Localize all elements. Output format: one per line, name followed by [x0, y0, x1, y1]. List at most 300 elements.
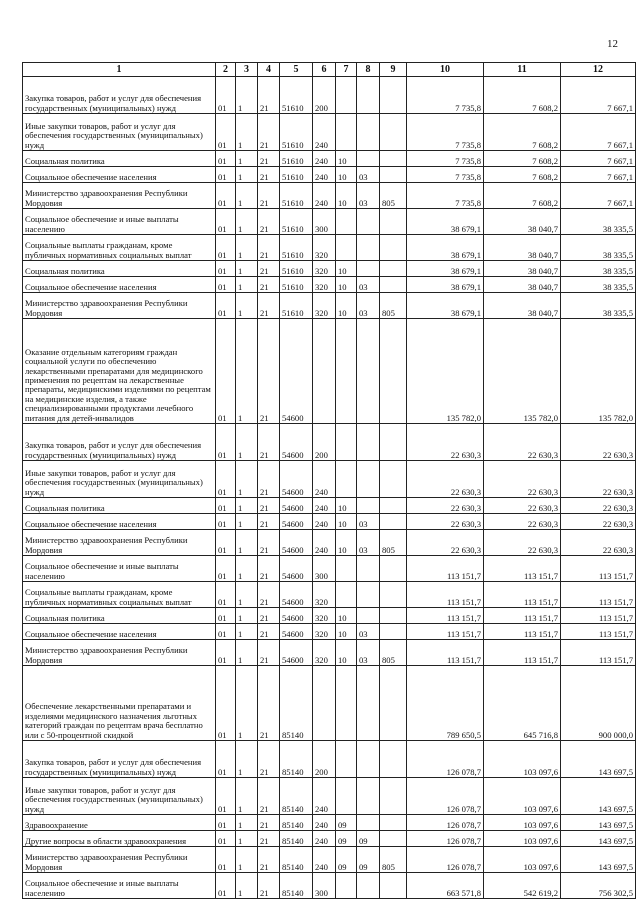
- code-cell: 21: [258, 114, 280, 151]
- code-cell: [380, 261, 407, 277]
- code-cell: 1: [236, 293, 258, 319]
- code-cell: 1: [236, 167, 258, 183]
- code-cell: 01: [216, 530, 236, 556]
- amount-cell: 103 097,6: [484, 815, 561, 831]
- code-cell: 10: [336, 167, 357, 183]
- code-cell: 21: [258, 640, 280, 666]
- code-cell: 01: [216, 640, 236, 666]
- code-cell: 51610: [280, 151, 313, 167]
- code-cell: 54600: [280, 582, 313, 608]
- code-cell: 10: [336, 640, 357, 666]
- amount-cell: 143 697,5: [561, 778, 636, 815]
- amount-cell: 38 679,1: [407, 293, 484, 319]
- amount-cell: 7 735,8: [407, 151, 484, 167]
- code-cell: 10: [336, 293, 357, 319]
- code-cell: 200: [313, 424, 336, 461]
- amount-cell: 113 151,7: [561, 582, 636, 608]
- code-cell: 21: [258, 209, 280, 235]
- code-cell: 03: [357, 293, 380, 319]
- code-cell: 09: [336, 831, 357, 847]
- amount-cell: 113 151,7: [484, 624, 561, 640]
- code-cell: 1: [236, 741, 258, 778]
- column-header-4: 4: [258, 63, 280, 77]
- table-row: [23, 778, 636, 815]
- code-cell: [336, 235, 357, 261]
- code-cell: 21: [258, 461, 280, 498]
- code-cell: 21: [258, 624, 280, 640]
- code-cell: [336, 582, 357, 608]
- code-cell: 85140: [280, 847, 313, 873]
- row-name: Социальное обеспечение и иные выплаты населению: [23, 209, 216, 235]
- code-cell: 54600: [280, 498, 313, 514]
- code-cell: 21: [258, 293, 280, 319]
- amount-cell: 22 630,3: [484, 424, 561, 461]
- code-cell: [380, 209, 407, 235]
- amount-cell: 38 335,5: [561, 209, 636, 235]
- amount-cell: 7 735,8: [407, 77, 484, 114]
- code-cell: 21: [258, 873, 280, 899]
- code-cell: [380, 114, 407, 151]
- code-cell: [357, 461, 380, 498]
- code-cell: 1: [236, 666, 258, 741]
- amount-cell: 38 335,5: [561, 261, 636, 277]
- code-cell: 01: [216, 873, 236, 899]
- table-row: [23, 235, 636, 261]
- code-cell: 10: [336, 530, 357, 556]
- table-row: [23, 624, 636, 640]
- code-cell: 54600: [280, 624, 313, 640]
- code-cell: [380, 582, 407, 608]
- code-cell: 03: [357, 183, 380, 209]
- code-cell: 240: [313, 831, 336, 847]
- row-name: Социальная политика: [23, 261, 216, 277]
- code-cell: 320: [313, 235, 336, 261]
- code-cell: 51610: [280, 293, 313, 319]
- code-cell: 240: [313, 167, 336, 183]
- amount-cell: 38 040,7: [484, 209, 561, 235]
- code-cell: [336, 209, 357, 235]
- code-cell: [357, 319, 380, 424]
- amount-cell: 143 697,5: [561, 847, 636, 873]
- code-cell: 21: [258, 608, 280, 624]
- code-cell: 01: [216, 831, 236, 847]
- code-cell: 10: [336, 498, 357, 514]
- code-cell: [336, 424, 357, 461]
- amount-cell: 7 667,1: [561, 114, 636, 151]
- code-cell: 200: [313, 741, 336, 778]
- amount-cell: 103 097,6: [484, 831, 561, 847]
- table-row: [23, 873, 636, 899]
- code-cell: 01: [216, 235, 236, 261]
- code-cell: 01: [216, 77, 236, 114]
- table-row: [23, 319, 636, 424]
- code-cell: 21: [258, 514, 280, 530]
- code-cell: 805: [380, 640, 407, 666]
- code-cell: 10: [336, 624, 357, 640]
- amount-cell: 126 078,7: [407, 741, 484, 778]
- column-header-2: 2: [216, 63, 236, 77]
- code-cell: 320: [313, 293, 336, 319]
- row-name: Иные закупки товаров, работ и услуг для обеспечения государственных (муниципальных) нужд: [23, 461, 216, 498]
- code-cell: [336, 461, 357, 498]
- code-cell: 51610: [280, 209, 313, 235]
- row-name: Социальное обеспечение и иные выплаты населению: [23, 556, 216, 582]
- amount-cell: 542 619,2: [484, 873, 561, 899]
- amount-cell: 38 679,1: [407, 261, 484, 277]
- code-cell: 1: [236, 183, 258, 209]
- code-cell: 01: [216, 624, 236, 640]
- table-row: [23, 424, 636, 461]
- code-cell: 10: [336, 151, 357, 167]
- amount-cell: 126 078,7: [407, 778, 484, 815]
- column-header-10: 10: [407, 63, 484, 77]
- row-name: Министерство здравоохранения Республики Мордовия: [23, 640, 216, 666]
- code-cell: [380, 77, 407, 114]
- column-header-12: 12: [561, 63, 636, 77]
- code-cell: [357, 815, 380, 831]
- code-cell: [357, 151, 380, 167]
- amount-cell: 38 679,1: [407, 209, 484, 235]
- code-cell: 01: [216, 424, 236, 461]
- amount-cell: 38 040,7: [484, 277, 561, 293]
- code-cell: 54600: [280, 424, 313, 461]
- amount-cell: 103 097,6: [484, 847, 561, 873]
- code-cell: [336, 741, 357, 778]
- table-row: [23, 277, 636, 293]
- row-name: Министерство здравоохранения Республики Мордовия: [23, 183, 216, 209]
- amount-cell: 7 667,1: [561, 151, 636, 167]
- code-cell: [357, 424, 380, 461]
- code-cell: 1: [236, 530, 258, 556]
- code-cell: 1: [236, 151, 258, 167]
- code-cell: 85140: [280, 831, 313, 847]
- code-cell: 21: [258, 235, 280, 261]
- code-cell: [380, 608, 407, 624]
- amount-cell: 126 078,7: [407, 847, 484, 873]
- code-cell: 21: [258, 530, 280, 556]
- code-cell: 03: [357, 530, 380, 556]
- code-cell: 01: [216, 582, 236, 608]
- code-cell: 21: [258, 424, 280, 461]
- code-cell: [380, 277, 407, 293]
- code-cell: 1: [236, 77, 258, 114]
- code-cell: 21: [258, 77, 280, 114]
- amount-cell: 7 608,2: [484, 77, 561, 114]
- code-cell: 21: [258, 167, 280, 183]
- table-row: [23, 461, 636, 498]
- code-cell: 240: [313, 114, 336, 151]
- code-cell: 85140: [280, 778, 313, 815]
- amount-cell: 7 608,2: [484, 167, 561, 183]
- amount-cell: 38 335,5: [561, 293, 636, 319]
- code-cell: [380, 815, 407, 831]
- code-cell: 54600: [280, 514, 313, 530]
- code-cell: 51610: [280, 277, 313, 293]
- code-cell: 01: [216, 183, 236, 209]
- code-cell: 10: [336, 514, 357, 530]
- amount-cell: 22 630,3: [561, 514, 636, 530]
- code-cell: 01: [216, 847, 236, 873]
- row-name: Социальная политика: [23, 498, 216, 514]
- code-cell: 320: [313, 640, 336, 666]
- amount-cell: 7 667,1: [561, 77, 636, 114]
- code-cell: 1: [236, 114, 258, 151]
- code-cell: [357, 873, 380, 899]
- code-cell: [336, 666, 357, 741]
- code-cell: 01: [216, 277, 236, 293]
- code-cell: 320: [313, 277, 336, 293]
- amount-cell: 38 679,1: [407, 235, 484, 261]
- table-row: [23, 582, 636, 608]
- code-cell: 51610: [280, 183, 313, 209]
- amount-cell: 38 040,7: [484, 235, 561, 261]
- row-name: Социальное обеспечение населения: [23, 514, 216, 530]
- code-cell: 21: [258, 741, 280, 778]
- code-cell: 01: [216, 608, 236, 624]
- table-row: [23, 209, 636, 235]
- code-cell: 01: [216, 778, 236, 815]
- amount-cell: 645 716,8: [484, 666, 561, 741]
- code-cell: 240: [313, 461, 336, 498]
- code-cell: 01: [216, 261, 236, 277]
- code-cell: 1: [236, 624, 258, 640]
- amount-cell: 7 608,2: [484, 151, 561, 167]
- code-cell: 200: [313, 77, 336, 114]
- row-name: Министерство здравоохранения Республики Мордовия: [23, 847, 216, 873]
- amount-cell: 7 667,1: [561, 167, 636, 183]
- table-row: [23, 261, 636, 277]
- code-cell: [336, 873, 357, 899]
- code-cell: 1: [236, 461, 258, 498]
- code-cell: 21: [258, 847, 280, 873]
- row-name: Здравоохранение: [23, 815, 216, 831]
- code-cell: 01: [216, 151, 236, 167]
- amount-cell: 38 335,5: [561, 235, 636, 261]
- code-cell: [357, 556, 380, 582]
- amount-cell: 22 630,3: [407, 498, 484, 514]
- column-header-9: 9: [380, 63, 407, 77]
- amount-cell: 7 608,2: [484, 183, 561, 209]
- amount-cell: 7 735,8: [407, 183, 484, 209]
- amount-cell: 113 151,7: [561, 640, 636, 666]
- code-cell: 01: [216, 293, 236, 319]
- row-name: Другие вопросы в области здравоохранения: [23, 831, 216, 847]
- amount-cell: 143 697,5: [561, 741, 636, 778]
- amount-cell: 7 735,8: [407, 114, 484, 151]
- code-cell: 51610: [280, 261, 313, 277]
- column-header-7: 7: [336, 63, 357, 77]
- code-cell: 240: [313, 498, 336, 514]
- header-row: [23, 63, 636, 77]
- code-cell: 1: [236, 277, 258, 293]
- column-header-5: 5: [280, 63, 313, 77]
- table-row: [23, 77, 636, 114]
- column-header-3: 3: [236, 63, 258, 77]
- code-cell: 01: [216, 556, 236, 582]
- code-cell: 1: [236, 847, 258, 873]
- code-cell: 85140: [280, 873, 313, 899]
- row-name: Закупка товаров, работ и услуг для обеспечения государственных (муниципальных) нужд: [23, 741, 216, 778]
- code-cell: [380, 624, 407, 640]
- code-cell: 805: [380, 293, 407, 319]
- amount-cell: 900 000,0: [561, 666, 636, 741]
- code-cell: [380, 319, 407, 424]
- amount-cell: 22 630,3: [561, 498, 636, 514]
- code-cell: 21: [258, 261, 280, 277]
- code-cell: 01: [216, 114, 236, 151]
- row-name: Социальные выплаты гражданам, кроме публичных нормативных социальных выплат: [23, 235, 216, 261]
- amount-cell: 143 697,5: [561, 815, 636, 831]
- row-name: Социальные выплаты гражданам, кроме публичных нормативных социальных выплат: [23, 582, 216, 608]
- amount-cell: 113 151,7: [561, 556, 636, 582]
- code-cell: 240: [313, 778, 336, 815]
- code-cell: 01: [216, 666, 236, 741]
- code-cell: 03: [357, 640, 380, 666]
- amount-cell: 38 679,1: [407, 277, 484, 293]
- code-cell: 21: [258, 831, 280, 847]
- code-cell: [380, 498, 407, 514]
- code-cell: 51610: [280, 114, 313, 151]
- amount-cell: 22 630,3: [407, 530, 484, 556]
- code-cell: 1: [236, 608, 258, 624]
- code-cell: 10: [336, 261, 357, 277]
- code-cell: 1: [236, 640, 258, 666]
- code-cell: 21: [258, 778, 280, 815]
- code-cell: [357, 209, 380, 235]
- amount-cell: 113 151,7: [561, 608, 636, 624]
- row-name: Социальное обеспечение населения: [23, 624, 216, 640]
- amount-cell: 113 151,7: [407, 640, 484, 666]
- row-name: Закупка товаров, работ и услуг для обеспечения государственных (муниципальных) нужд: [23, 77, 216, 114]
- code-cell: [336, 114, 357, 151]
- code-cell: 1: [236, 873, 258, 899]
- code-cell: [357, 235, 380, 261]
- amount-cell: 113 151,7: [407, 624, 484, 640]
- code-cell: 1: [236, 319, 258, 424]
- table-row: [23, 640, 636, 666]
- table-row: [23, 293, 636, 319]
- code-cell: 240: [313, 514, 336, 530]
- amount-cell: 113 151,7: [561, 624, 636, 640]
- amount-cell: 113 151,7: [407, 556, 484, 582]
- code-cell: [313, 319, 336, 424]
- row-name: Иные закупки товаров, работ и услуг для обеспечения государственных (муниципальных) нужд: [23, 778, 216, 815]
- table-row: [23, 514, 636, 530]
- code-cell: [380, 167, 407, 183]
- amount-cell: 103 097,6: [484, 778, 561, 815]
- amount-cell: 22 630,3: [484, 461, 561, 498]
- code-cell: 21: [258, 815, 280, 831]
- code-cell: 01: [216, 167, 236, 183]
- code-cell: [380, 778, 407, 815]
- amount-cell: 22 630,3: [484, 498, 561, 514]
- code-cell: 09: [336, 847, 357, 873]
- code-cell: 805: [380, 847, 407, 873]
- code-cell: 21: [258, 666, 280, 741]
- code-cell: 01: [216, 319, 236, 424]
- amount-cell: 22 630,3: [561, 530, 636, 556]
- amount-cell: 113 151,7: [407, 582, 484, 608]
- row-name: Социальная политика: [23, 151, 216, 167]
- code-cell: [380, 741, 407, 778]
- code-cell: 85140: [280, 815, 313, 831]
- code-cell: 1: [236, 778, 258, 815]
- code-cell: 85140: [280, 741, 313, 778]
- amount-cell: 126 078,7: [407, 815, 484, 831]
- code-cell: 01: [216, 514, 236, 530]
- amount-cell: 22 630,3: [484, 514, 561, 530]
- code-cell: [380, 424, 407, 461]
- table-row: [23, 530, 636, 556]
- code-cell: 54600: [280, 556, 313, 582]
- code-cell: 805: [380, 530, 407, 556]
- code-cell: [380, 151, 407, 167]
- code-cell: [313, 666, 336, 741]
- amount-cell: 756 302,5: [561, 873, 636, 899]
- row-name: Оказание отдельным категориям граждан социальной услуги по обеспечению лекарственными препаратами для медицинского применения по рецептам на лекарственные препараты, медицинскими изделиями по рецептам на медицинские изделия, а также специализированными продуктами лечебного питания для детей-инвалидов: [23, 319, 216, 424]
- amount-cell: 22 630,3: [561, 461, 636, 498]
- table-row: [23, 608, 636, 624]
- code-cell: [380, 873, 407, 899]
- code-cell: 54600: [280, 640, 313, 666]
- row-name: Иные закупки товаров, работ и услуг для обеспечения государственных (муниципальных) нужд: [23, 114, 216, 151]
- code-cell: [357, 114, 380, 151]
- code-cell: 240: [313, 183, 336, 209]
- row-name: Обеспечение лекарственными препаратами и изделиями медицинского назначения льготных категорий граждан по рецептам врача бесплатно или с 50-процентной скидкой: [23, 666, 216, 741]
- row-name: Социальное обеспечение населения: [23, 277, 216, 293]
- code-cell: 320: [313, 608, 336, 624]
- budget-table: [22, 62, 636, 899]
- amount-cell: 113 151,7: [484, 556, 561, 582]
- amount-cell: 7 667,1: [561, 183, 636, 209]
- code-cell: [357, 498, 380, 514]
- table-row: [23, 666, 636, 741]
- code-cell: 03: [357, 167, 380, 183]
- amount-cell: 38 335,5: [561, 277, 636, 293]
- code-cell: [380, 235, 407, 261]
- code-cell: 54600: [280, 530, 313, 556]
- code-cell: 09: [357, 831, 380, 847]
- code-cell: [357, 741, 380, 778]
- code-cell: 01: [216, 815, 236, 831]
- code-cell: 21: [258, 183, 280, 209]
- code-cell: 54600: [280, 461, 313, 498]
- code-cell: 21: [258, 151, 280, 167]
- amount-cell: 789 650,5: [407, 666, 484, 741]
- code-cell: 320: [313, 582, 336, 608]
- row-name: Социальное обеспечение населения: [23, 167, 216, 183]
- code-cell: 1: [236, 514, 258, 530]
- code-cell: 1: [236, 261, 258, 277]
- code-cell: 03: [357, 514, 380, 530]
- amount-cell: 143 697,5: [561, 831, 636, 847]
- code-cell: [380, 666, 407, 741]
- amount-cell: 38 040,7: [484, 261, 561, 277]
- row-name: Министерство здравоохранения Республики Мордовия: [23, 293, 216, 319]
- amount-cell: 22 630,3: [407, 461, 484, 498]
- amount-cell: 22 630,3: [407, 514, 484, 530]
- code-cell: 51610: [280, 77, 313, 114]
- amount-cell: 113 151,7: [484, 608, 561, 624]
- amount-cell: 7 608,2: [484, 114, 561, 151]
- row-name: Министерство здравоохранения Республики Мордовия: [23, 530, 216, 556]
- code-cell: [357, 778, 380, 815]
- row-name: Социальное обеспечение и иные выплаты населению: [23, 873, 216, 899]
- code-cell: 240: [313, 847, 336, 873]
- code-cell: [380, 556, 407, 582]
- table-row: [23, 847, 636, 873]
- amount-cell: 135 782,0: [561, 319, 636, 424]
